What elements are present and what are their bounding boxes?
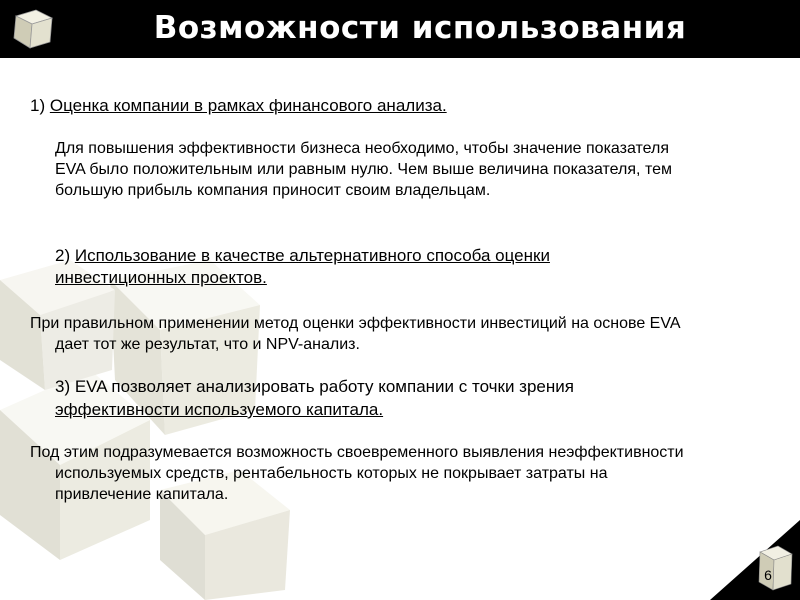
section-3-title-line: эффективности используемого капитала.: [55, 400, 384, 419]
section-2-body-line: дает тот же результат, что и NPV-анализ.: [55, 336, 360, 353]
cube-logo-icon: [10, 6, 56, 52]
section-1-body-line: большую прибыль компания приносит своим владельцам.: [55, 182, 491, 199]
section-2-number: 2): [55, 246, 75, 265]
section-1-number: 1): [30, 96, 50, 115]
section-1-heading: [30, 95, 447, 117]
section-2-title-line: инвестиционных проектов.: [55, 268, 267, 287]
section-3-body-line: привлечение капитала.: [55, 486, 229, 503]
corner-decoration: [710, 520, 800, 600]
page-title: Возможности использования: [153, 10, 687, 46]
section-3-body-line: Под этим подразумевается возможность своевременного выявления неэффективности: [30, 444, 684, 461]
section-3-heading: 3) EVA позволяет анализировать работу компании с точки зрения: [55, 377, 574, 396]
page-number: 6: [764, 567, 772, 583]
background-cubes-decoration: [0, 260, 320, 600]
section-3-body-line: используемых средств, рентабельность которых не покрывает затраты на: [55, 465, 608, 482]
section-2-body-line: При правильном применении метод оценки эффективности инвестиций на основе EVA: [30, 315, 681, 332]
section-1-body-line: EVA было положительным или равным нулю. Чем выше величина показателя, тем: [55, 161, 672, 178]
section-2-title-line: Использование в качестве альтернативного способа оценки: [74, 246, 550, 265]
section-2-heading: [55, 245, 550, 267]
header-bar: [0, 0, 800, 58]
section-1-body-line: Для повышения эффективности бизнеса необходимо, чтобы значение показателя: [55, 140, 670, 157]
section-1-title: Оценка компании в рамках финансового анализа.: [49, 96, 447, 115]
